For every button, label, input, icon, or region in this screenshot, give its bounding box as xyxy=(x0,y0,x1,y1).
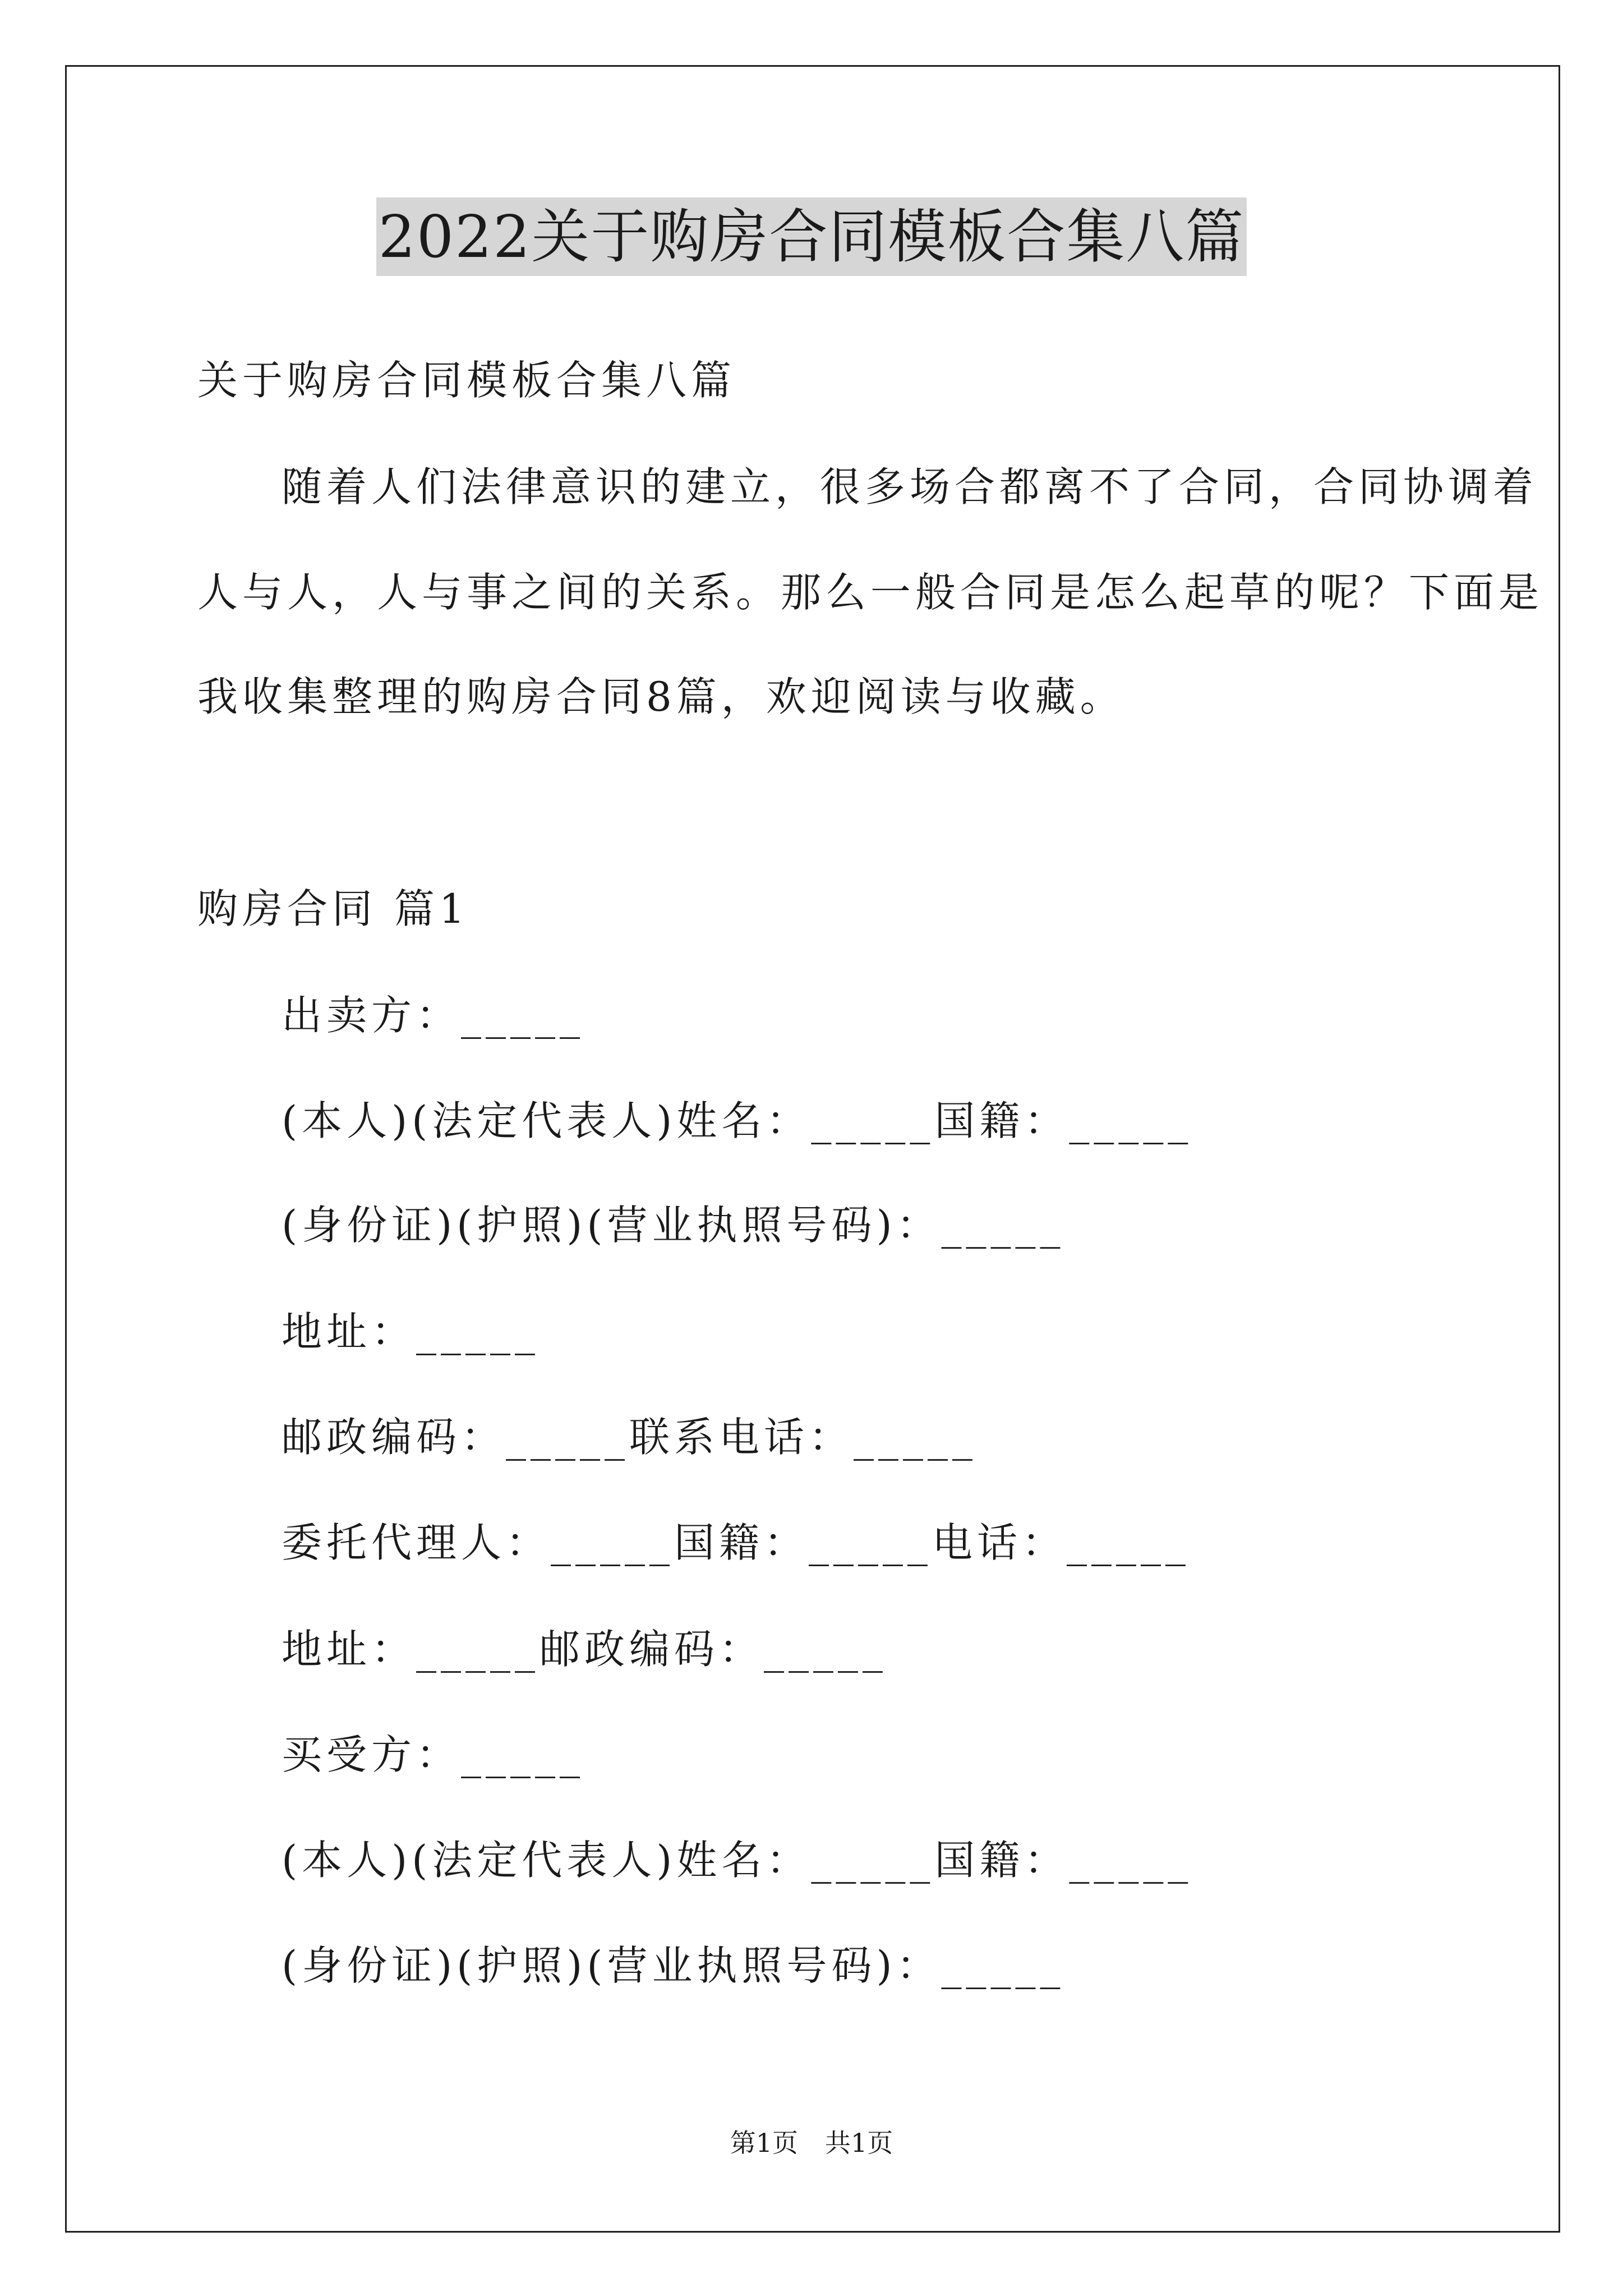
field-buyer-id: (身份证)(护照)(营业执照号码)：_____ xyxy=(282,1942,1065,1989)
section-heading: 购房合同 篇1 xyxy=(197,885,469,932)
intro-line-1: 随着人们法律意识的建立，很多场合都离不了合同，合同协调着 xyxy=(282,463,1538,510)
field-seller-agent: 委托代理人：_____国籍：_____电话：_____ xyxy=(282,1519,1191,1566)
title-container xyxy=(0,197,1623,276)
field-agent-address: 地址：_____邮政编码：_____ xyxy=(282,1626,888,1673)
field-buyer: 买受方：_____ xyxy=(282,1731,585,1778)
page-footer xyxy=(0,2126,1623,2160)
document-title: 2022关于购房合同模板合集八篇 xyxy=(376,197,1247,276)
field-seller: 出卖方：_____ xyxy=(282,992,585,1039)
field-seller-address: 地址：_____ xyxy=(282,1308,540,1355)
field-seller-name: (本人)(法定代表人)姓名：_____国籍：_____ xyxy=(282,1097,1193,1144)
field-buyer-name: (本人)(法定代表人)姓名：_____国籍：_____ xyxy=(282,1837,1193,1884)
field-seller-id: (身份证)(护照)(营业执照号码)：_____ xyxy=(282,1202,1065,1249)
document-subtitle: 关于购房合同模板合集八篇 xyxy=(197,357,736,404)
intro-line-2: 人与人，人与事之间的关系。那么一般合同是怎么起草的呢？下面是 xyxy=(197,569,1544,616)
page-number: 第1页 xyxy=(730,2128,798,2158)
page-total: 共1页 xyxy=(825,2128,893,2158)
intro-line-3: 我收集整理的购房合同8篇，欢迎阅读与收藏。 xyxy=(197,673,1125,720)
field-seller-postcode: 邮政编码：_____联系电话：_____ xyxy=(282,1414,978,1461)
